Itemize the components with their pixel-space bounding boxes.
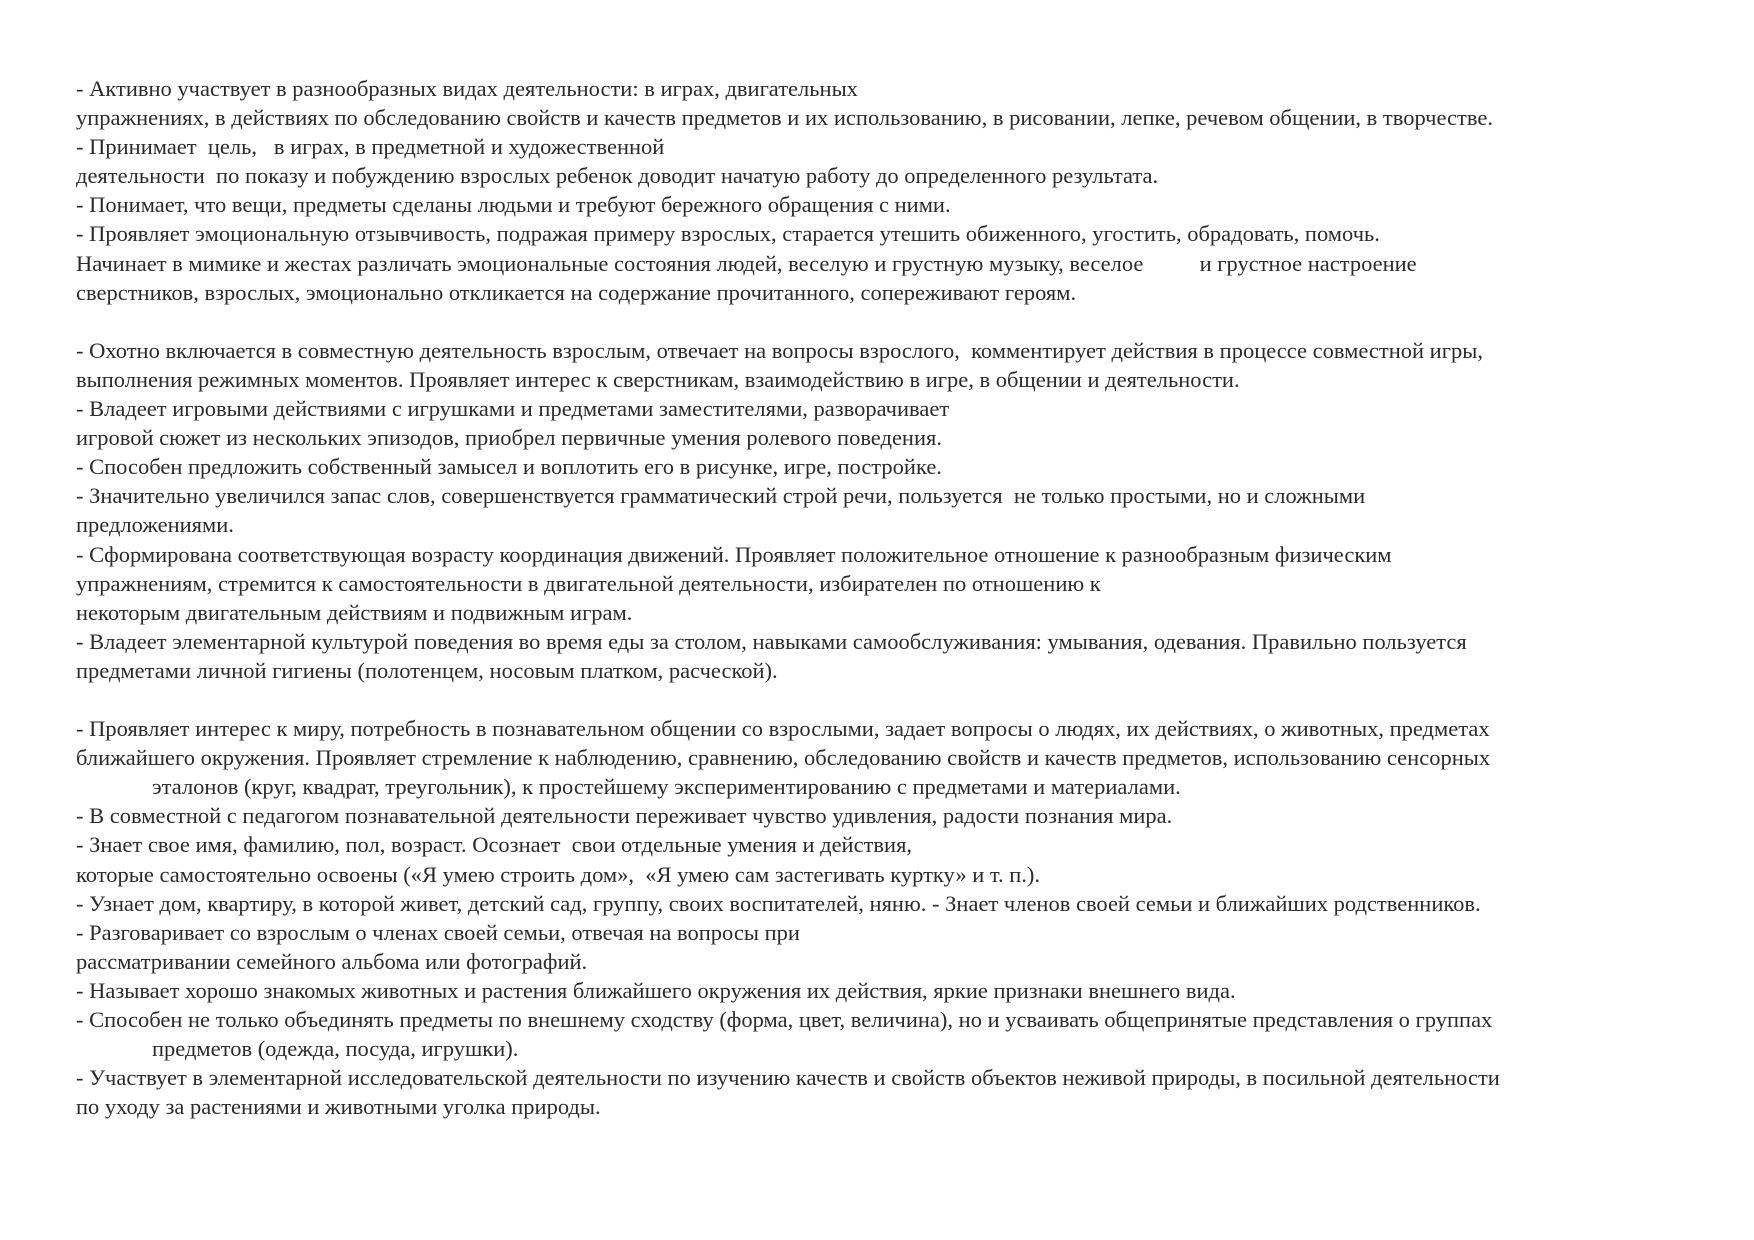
text-line: Начинает в мимике и жестах различать эмоциональные состояния людей, веселую и грустную музыку, веселое и грустное настроение	[76, 250, 1417, 276]
text-line: упражнениях, в действиях по обследованию свойств и качеств предметов и их использованию, в рисовании, лепке, речевом общении, в творчестве.	[76, 105, 1493, 131]
text-line: - Проявляет интерес к миру, потребность в познавательном общении со взрослыми, задает вопросы о людях, их действиях, о животных, предметах	[76, 716, 1490, 742]
text-line: - В совместной с педагогом познавательной деятельности переживает чувство удивления, радости познания мира.	[76, 803, 1173, 829]
text-line: - Принимает цель, в играх, в предметной и художественной	[76, 134, 665, 160]
text-line: эталонов (круг, квадрат, треугольник), к простейшему экспериментированию с предметами и материалами.	[152, 774, 1181, 800]
blank-line	[76, 685, 1716, 714]
text-line: предложениями.	[76, 512, 234, 538]
text-line: деятельности по показу и побуждению взрослых ребенок доводит начатую работу до определенного результата.	[76, 163, 1159, 189]
text-line: - Способен предложить собственный замысел и воплотить его в рисунке, игре, постройке.	[76, 454, 942, 480]
document-body	[76, 74, 1716, 1121]
text-line: - Понимает, что вещи, предметы сделаны людьми и требуют бережного обращения с ними.	[76, 192, 951, 218]
text-line: - Участвует в элементарной исследовательской деятельности по изучению качеств и свойств объектов неживой природы, в посильной деятельности	[76, 1065, 1500, 1091]
text-line: - Охотно включается в совместную деятельность взрослым, отвечает на вопросы взрослого, комментирует действия в процессе совместной игры,	[76, 337, 1483, 363]
text-line: - Разговаривает со взрослым о членах своей семьи, отвечая на вопросы при	[76, 919, 800, 945]
text-line: предметов (одежда, посуда, игрушки).	[152, 1036, 519, 1062]
text-line: - Значительно увеличился запас слов, совершенствуется грамматический строй речи, пользуется не только простыми, но и сложными	[76, 483, 1366, 509]
text-line: упражнениям, стремится к самостоятельности в двигательной деятельности, избирателен по отношению к	[76, 570, 1101, 596]
text-line: некоторым двигательным действиям и подвижным играм.	[76, 599, 633, 625]
text-line: выполнения режимных моментов. Проявляет интерес к сверстникам, взаимодействию в игре, в общении и деятельности.	[76, 366, 1240, 392]
text-line: которые самостоятельно освоены («Я умею строить дом», «Я умею сам застегивать куртку» и т. п.).	[76, 861, 1041, 887]
text-line: предметами личной гигиены (полотенцем, носовым платком, расческой).	[76, 657, 778, 683]
blank-line	[76, 307, 1716, 336]
text-line: - Называет хорошо знакомых животных и растения ближайшего окружения их действия, яркие признаки внешнего вида.	[76, 977, 1236, 1003]
text-line: рассматривании семейного альбома или фотографий.	[76, 948, 588, 974]
text-line: - Проявляет эмоциональную отзывчивость, подражая примеру взрослых, старается утешить обиженного, угостить, обрадовать, помочь.	[76, 221, 1380, 247]
text-line: игровой сюжет из нескольких эпизодов, приобрел первичные умения ролевого поведения.	[76, 425, 942, 451]
text-line: - Владеет игровыми действиями с игрушками и предметами заместителями, разворачивает	[76, 396, 950, 422]
text-line: - Узнает дом, квартиру, в которой живет, детский сад, группу, своих воспитателей, няню. - Знает членов своей семьи и ближайших родственников.	[76, 890, 1481, 916]
text-line: - Сформирована соответствующая возрасту координация движений. Проявляет положительное отношение к разнообразным физическим	[76, 541, 1392, 567]
text-line: - Активно участвует в разнообразных видах деятельности: в играх, двигательных	[76, 76, 858, 101]
text-line: - Знает свое имя, фамилию, пол, возраст. Осознает свои отдельные умения и действия,	[76, 832, 913, 858]
text-line: по уходу за растениями и животными уголка природы.	[76, 1094, 601, 1120]
text-line: сверстников, взрослых, эмоционально откликается на содержание прочитанного, сопереживают героям.	[76, 279, 1077, 305]
text-line: ближайшего окружения. Проявляет стремление к наблюдению, сравнению, обследованию свойств и качеств предметов, использованию сенсорных	[76, 745, 1491, 771]
text-line: - Владеет элементарной культурой поведения во время еды за столом, навыками самообслуживания: умывания, одевания. Правильно пользуется	[76, 628, 1467, 654]
text-line: - Способен не только объединять предметы по внешнему сходству (форма, цвет, величина), но и усваивать общепринятые представления о группах	[76, 1007, 1493, 1032]
